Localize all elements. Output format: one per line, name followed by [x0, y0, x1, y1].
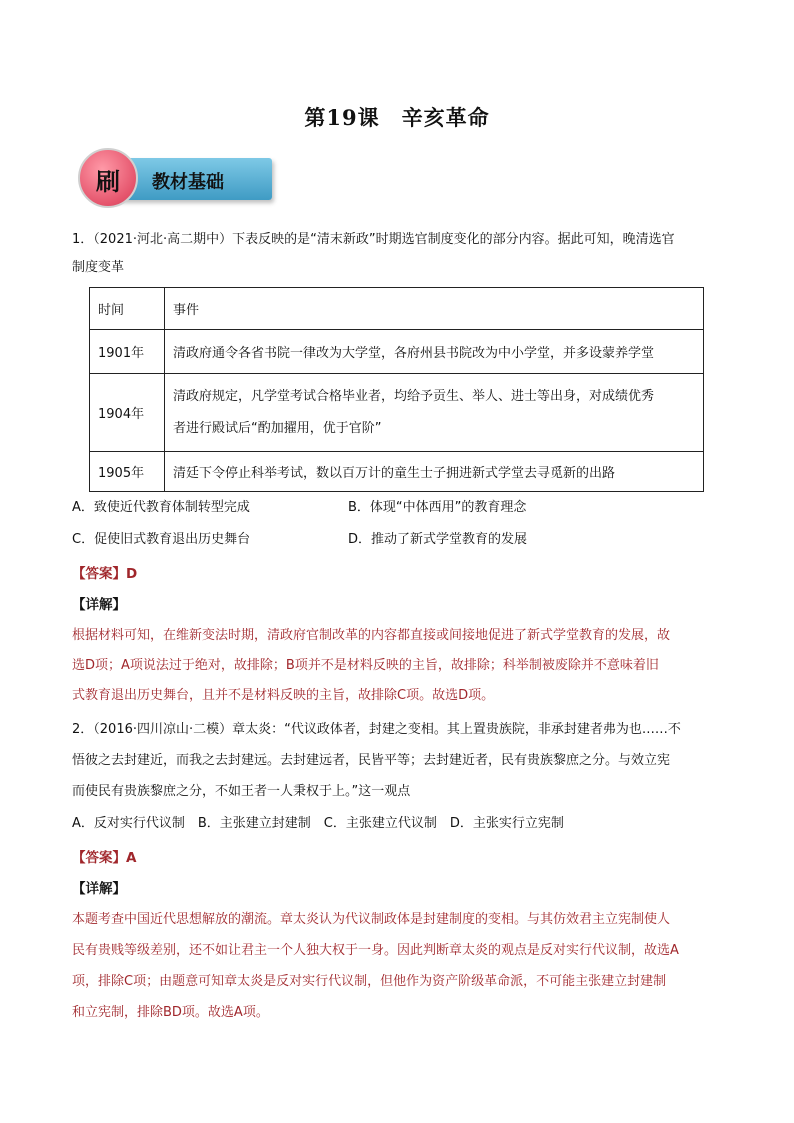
q1-option-d: D．推动了新式学堂教育的发展	[348, 532, 528, 547]
page-title: 第19课 辛亥革命	[304, 105, 490, 130]
banner-badge	[78, 148, 138, 208]
table-cell-year: 1904年	[90, 374, 165, 452]
table-cell-event: 清政府通令各省书院一律改为大学堂，各府州县书院改为中小学堂，并多设蒙养学堂	[165, 330, 704, 374]
detail-label: 【详解】	[72, 597, 126, 613]
q1-option-a: A．致使近代教育体制转型完成	[72, 500, 250, 515]
table-cell-event: 清廷下令停止科举考试，数以百万计的童生士子拥进新式学堂去寻觅新的出路	[165, 452, 704, 492]
q1-stem-line2: 制度变革	[72, 260, 125, 275]
q2-detail-line: 本题考查中国近代思想解放的潮流。章太炎认为代议制政体是封建制度的变相。与其仿效君主立宪制使人	[72, 912, 671, 927]
q1-stem-line1: 1．（2021·河北·高二期中）下表反映的是“清末新政”时期选官制度变化的部分内容。据此可知，晚清选官	[72, 232, 675, 247]
q2-detail-line: 民有贵贱等级差别，还不如让君主一个人独大权于一身。因此判断章太炎的观点是反对实行代议制，故选A	[72, 943, 679, 958]
table-row	[90, 374, 704, 452]
q1-detail-line: 式教育退出历史舞台，且并不是材料反映的主旨，故排除C项。故选D项。	[72, 688, 495, 703]
answer-value: A	[126, 850, 137, 866]
answer-label: 【答案】	[72, 566, 126, 582]
banner-text: 教材基础	[152, 172, 224, 193]
answer-value: D	[126, 566, 138, 582]
q2-stem-line: 2．（2016·四川凉山·二模）章太炎：“代议政体者，封建之变相。其上置贵族院，非承封建者弗为也……不	[72, 722, 681, 737]
q1-detail-label	[72, 593, 126, 613]
q2-answer	[72, 846, 136, 866]
detail-label: 【详解】	[72, 881, 126, 897]
table-cell-event	[165, 374, 704, 452]
q1-answer	[72, 562, 137, 582]
q1-table	[89, 287, 704, 492]
table-cell-year: 1905年	[90, 452, 165, 492]
q2-stem-line: 而使民有贵族黎庶之分，不如王者一人秉权于上。”这一观点	[72, 784, 411, 799]
q1-option-c: C．促使旧式教育退出历史舞台	[72, 532, 251, 547]
banner-badge-text: 刷	[96, 167, 120, 196]
q1-detail-line: 根据材料可知，在维新变法时期，清政府官制改革的内容都直接或间接地促进了新式学堂教育的发展，故	[72, 628, 671, 643]
q1-detail-line: 选D项；A项说法过于绝对，故排除；B项并不是材料反映的主旨，故排除；科举制被废除并不意味着旧	[72, 658, 659, 673]
table-cell-event-line: 清政府规定，凡学堂考试合格毕业者，均给予贡生、举人、进士等出身，对成绩优秀	[173, 388, 655, 404]
table-header-cell: 事件	[165, 288, 704, 330]
q1-option-b: B．体现“中体西用”的教育理念	[348, 500, 527, 515]
table-cell-event-line: 者进行殿试后“酌加擢用，优于官阶”	[173, 420, 382, 436]
q2-detail-line: 和立宪制，排除BD项。故选A项。	[72, 1005, 269, 1020]
q2-detail-line: 项，排除C项；由题意可知章太炎是反对实行代议制，但他作为资产阶级革命派，不可能主张建立封建制	[72, 974, 667, 989]
table-cell-year: 1901年	[90, 330, 165, 374]
table-row	[90, 452, 704, 492]
q2-stem-line: 悟彼之去封建近，而我之去封建远。去封建远者，民皆平等；去封建近者，民有贵族黎庶之分。与效立宪	[72, 753, 671, 768]
table-header-row	[90, 288, 704, 330]
q2-options: A．反对实行代议制 B．主张建立封建制 C．主张建立代议制 D．主张实行立宪制	[72, 816, 564, 831]
table-header-cell: 时间	[90, 288, 165, 330]
table-row	[90, 330, 704, 374]
section-banner	[76, 148, 276, 208]
q2-detail-label	[72, 877, 126, 897]
answer-label: 【答案】	[72, 850, 126, 866]
